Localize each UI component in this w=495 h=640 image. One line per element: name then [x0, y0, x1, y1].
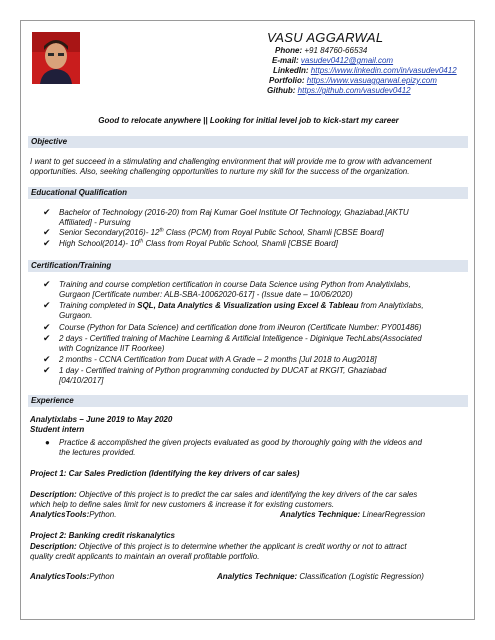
section-header-education: Educational Qualification	[28, 187, 468, 199]
portfolio-link[interactable]: https://www.vasuaggarwal.epizy.com	[306, 76, 437, 85]
education-text: High School(2014)- 10	[59, 239, 140, 248]
technique-label: Analytics Technique:	[217, 572, 298, 581]
description-text: which help to define sales limit for new customers & increase it for existing customers.	[30, 500, 335, 509]
experience-text: the lectures provided.	[59, 447, 136, 457]
certification-text: Gurgaon.	[59, 310, 93, 320]
experience-bullet	[43, 438, 463, 458]
profile-photo-image	[32, 32, 80, 84]
checkmark-icon: ✔	[43, 207, 51, 217]
certification-item	[43, 366, 463, 386]
tools-value: Python.	[89, 510, 117, 519]
certification-item	[43, 355, 463, 365]
contact-label: LinkedIn:	[273, 66, 309, 75]
contact-github	[267, 86, 411, 96]
objective-line: opportunities. Also, seeking challenging opportunities to nurture my skill for the success of the organization.	[30, 167, 410, 176]
contact-linkedin	[273, 66, 457, 76]
experience-company: Analytixlabs – June 2019 to May 2020	[30, 415, 173, 424]
tools-label: AnalyticsTools:	[30, 510, 90, 519]
candidate-name: VASU AGGARWAL	[267, 30, 384, 45]
checkmark-icon: ✔	[43, 300, 51, 310]
phone-value: +91 84760-66534	[304, 46, 368, 55]
education-text: Class (PCM) from Royal Public School, Shamli [CBSE Board]	[163, 228, 384, 237]
objective-line: I want to get succeed in a stimulating and challenging environment that will provide me to grow with advancement	[30, 157, 432, 166]
certification-text: Gurgaon [Certificate number: ALB-SBA-10062020-617] - (Issue date – 10/06/2020)	[59, 289, 353, 299]
technique-value: LinearRegression	[360, 510, 426, 519]
contact-label: E-mail:	[272, 56, 299, 65]
tools-value: Python	[89, 572, 115, 581]
project1-title: Project 1: Car Sales Prediction (Identifying the key drivers of car sales)	[30, 469, 300, 478]
email-link[interactable]: vasudev0412@gmail.com	[300, 56, 394, 65]
education-text: Class from Royal Public School, Shamli [CBSE Board]	[143, 239, 338, 248]
certification-text: [04/10/2017]	[59, 375, 104, 385]
tools-label: AnalyticsTools:	[30, 572, 90, 581]
certification-item	[43, 323, 463, 333]
project2-technique	[217, 572, 467, 582]
section-header-objective: Objective	[28, 136, 468, 148]
checkmark-icon: ✔	[43, 322, 51, 332]
contact-label: Github:	[267, 86, 296, 95]
education-text: Senior Secondary(2016)- 12	[59, 228, 160, 237]
project1-technique	[280, 510, 470, 520]
checkmark-icon: ✔	[43, 279, 51, 289]
section-header-experience: Experience	[28, 395, 468, 407]
education-item	[43, 228, 463, 238]
certification-text: 2 months - CCNA Certification from Ducat with A Grade – 2 months [Jul 2018 to Aug2018]	[59, 355, 377, 364]
bullet-dot-icon: ●	[45, 438, 50, 447]
github-link[interactable]: https://github.com/vasudev0412	[297, 86, 411, 95]
certification-text: Training and course completion certification in course Data Science using Python from Analytixlabs,	[59, 280, 411, 289]
certification-item	[43, 280, 463, 300]
section-header-certification: Certification/Training	[28, 260, 468, 272]
checkmark-icon: ✔	[43, 227, 51, 237]
contact-portfolio	[269, 76, 437, 86]
description-text: Objective of this project is to determine whether the applicant is credit worthy or not to attract	[76, 542, 407, 551]
certification-text: 1 day - Certified training of Python programming conducted by DUCAT at RKGIT, Ghaziabad	[59, 366, 387, 375]
contact-label: Phone:	[275, 46, 303, 55]
linkedin-link[interactable]: https://www.linkedin.com/in/vasudev0412	[310, 66, 457, 75]
technique-label: Analytics Technique:	[280, 510, 361, 519]
technique-value: Classification (Logistic Regression)	[297, 572, 424, 581]
certification-text: from Analytixlabs,	[358, 301, 424, 310]
superscript: th	[139, 238, 144, 245]
project2-title: Project 2: Banking credit riskanalytics	[30, 531, 175, 540]
contact-phone	[275, 46, 367, 56]
certification-item	[43, 301, 463, 321]
project2-description	[30, 542, 466, 562]
description-text: Objective of this project is to predict the car sales and identifying the key drivers of the car sales	[76, 490, 418, 499]
experience-role: Student intern	[30, 425, 85, 434]
experience-text: Practice & accomplished the given projects evaluated as good by thoroughly going with the videos and	[59, 438, 422, 447]
checkmark-icon: ✔	[43, 365, 51, 375]
objective-text	[30, 157, 466, 177]
profile-photo	[32, 32, 80, 84]
checkmark-icon: ✔	[43, 354, 51, 364]
superscript: th	[159, 227, 164, 234]
tagline: Good to relocate anywhere || Looking for initial level job to kick-start my career	[98, 116, 399, 125]
certification-text: Training completed in	[59, 301, 138, 310]
description-label: Description:	[30, 490, 77, 499]
education-text: Bachelor of Technology (2016-20) from Raj Kumar Goel Institute Of Technology, Ghaziabad.[AKTU	[59, 208, 409, 217]
education-item	[43, 239, 463, 249]
education-text: Affiliated] - Pursuing	[59, 217, 131, 227]
checkmark-icon: ✔	[43, 333, 51, 343]
contact-label: Portfolio:	[269, 76, 305, 85]
certification-text-bold: SQL, Data Analytics & Visualization using Excel & Tableau	[137, 301, 359, 310]
certification-item	[43, 334, 463, 354]
checkmark-icon: ✔	[43, 238, 51, 248]
description-label: Description:	[30, 542, 77, 551]
resume-page	[20, 20, 475, 620]
contact-email	[272, 56, 393, 66]
description-text: quality credit applicants to maintain an overall profitable portfolio.	[30, 552, 260, 561]
education-item	[43, 208, 463, 228]
project1-description	[30, 490, 466, 510]
certification-text: 2 days - Certified training of Machine Learning & Artificial Intelligence - Diginique TechLabs(Associated	[59, 334, 422, 343]
certification-text: Course (Python for Data Science) and certification done from iNeuron (Certificate Number: PY001486)	[59, 323, 422, 332]
certification-text: with Cognizance IIT Roorkee)	[59, 343, 165, 353]
